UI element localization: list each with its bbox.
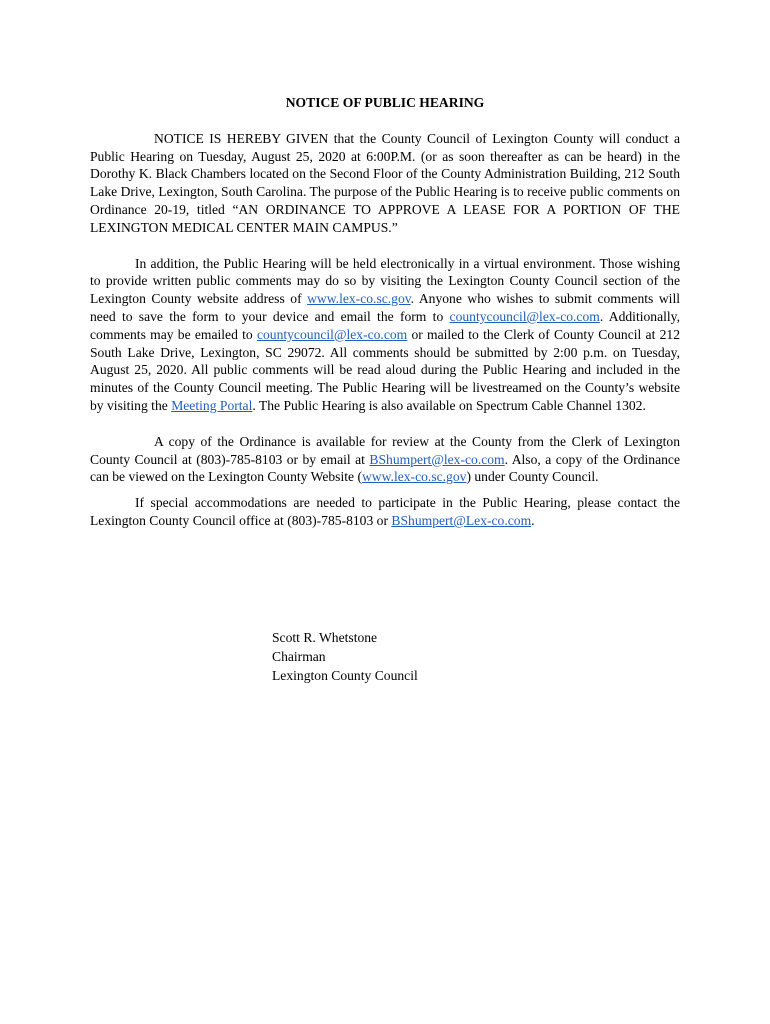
paragraph-text: ) under County Council. (466, 469, 599, 485)
council-email-link[interactable]: countycouncil@lex-co.com (449, 308, 600, 324)
signature-block (272, 628, 418, 685)
paragraph-virtual-hearing (90, 255, 680, 415)
council-email-link[interactable]: countycouncil@lex-co.com (256, 326, 408, 342)
meeting-portal-link[interactable]: Meeting Portal (171, 397, 253, 413)
signatory-role: Chairman (272, 649, 326, 664)
clerk-email-link[interactable]: BShumpert@Lex-co.com (391, 512, 532, 528)
clerk-email-link[interactable]: BShumpert@lex-co.com (369, 451, 505, 467)
signatory-organization: Lexington County Council (272, 668, 418, 683)
paragraph-text: . Also, a copy of the Ordinance can be viewed on the Lexington County Website ( (90, 451, 680, 485)
document-title: NOTICE OF PUBLIC HEARING (285, 95, 485, 110)
paragraph-notice: NOTICE IS HEREBY GIVEN that the County Council of Lexington County will conduct a Public Hearing on Tuesday, August 25, 2020 at 6:00P.M. (or as soon thereafter as can be heard) in the Dorothy K. Black Chambers located on the Second Floor of the County Administration Building, 212 South Lake Drive, Lexington, South Carolina. The purpose of the Public Hearing is to receive public comments on Ordinance 20-19, titled “AN ORDINANCE TO APPROVE A LEASE FOR A PORTION OF THE LEXINGTON MEDICAL CENTER MAIN CAMPUS.” (90, 130, 680, 235)
paragraph-text: . The Public Hearing is also available on Spectrum Cable Channel 1302. (252, 397, 646, 413)
paragraph-text: . Additionally, comments may be emailed to (90, 308, 680, 342)
paragraph-text: . Anyone who wishes to submit comments will need to save the form to your device and email the form to (90, 291, 680, 324)
paragraph-text: or mailed to the Clerk of County Council at 212 South Lake Drive, Lexington, SC 29072. All comments should be submitted by 2:00 p.m. on Tuesday, August 25, 2020. All public comments will be read aloud during the Public Hearing and included in the minutes of the County Council meeting. The Public Hearing will be livestreamed on the County’s website by visiting the (90, 326, 680, 413)
notice-document (90, 94, 680, 530)
paragraph-text: A copy of the Ordinance is available for review at the County from the Clerk of Lexington County Council at (803)-785-8103 or by email at (90, 433, 680, 467)
paragraph-ordinance-copy (90, 433, 680, 486)
signatory-name: Scott R. Whetstone (272, 630, 378, 645)
paragraph-text: If special accommodations are needed to participate in the Public Hearing, please contact the Lexington County Council office at (803)-785-8103 or (90, 495, 680, 528)
website-link[interactable]: www.lex-co.sc.gov (307, 291, 411, 307)
website-link[interactable]: www.lex-co.sc.gov (361, 469, 467, 485)
paragraph-text: . (531, 512, 535, 528)
paragraph-accommodations (90, 494, 680, 530)
paragraph-text: In addition, the Public Hearing will be held electronically in a virtual environment. Those wishing to provide written public comments may do so by visiting the Lexington County Council section of the Lexington County website address of (90, 255, 680, 307)
